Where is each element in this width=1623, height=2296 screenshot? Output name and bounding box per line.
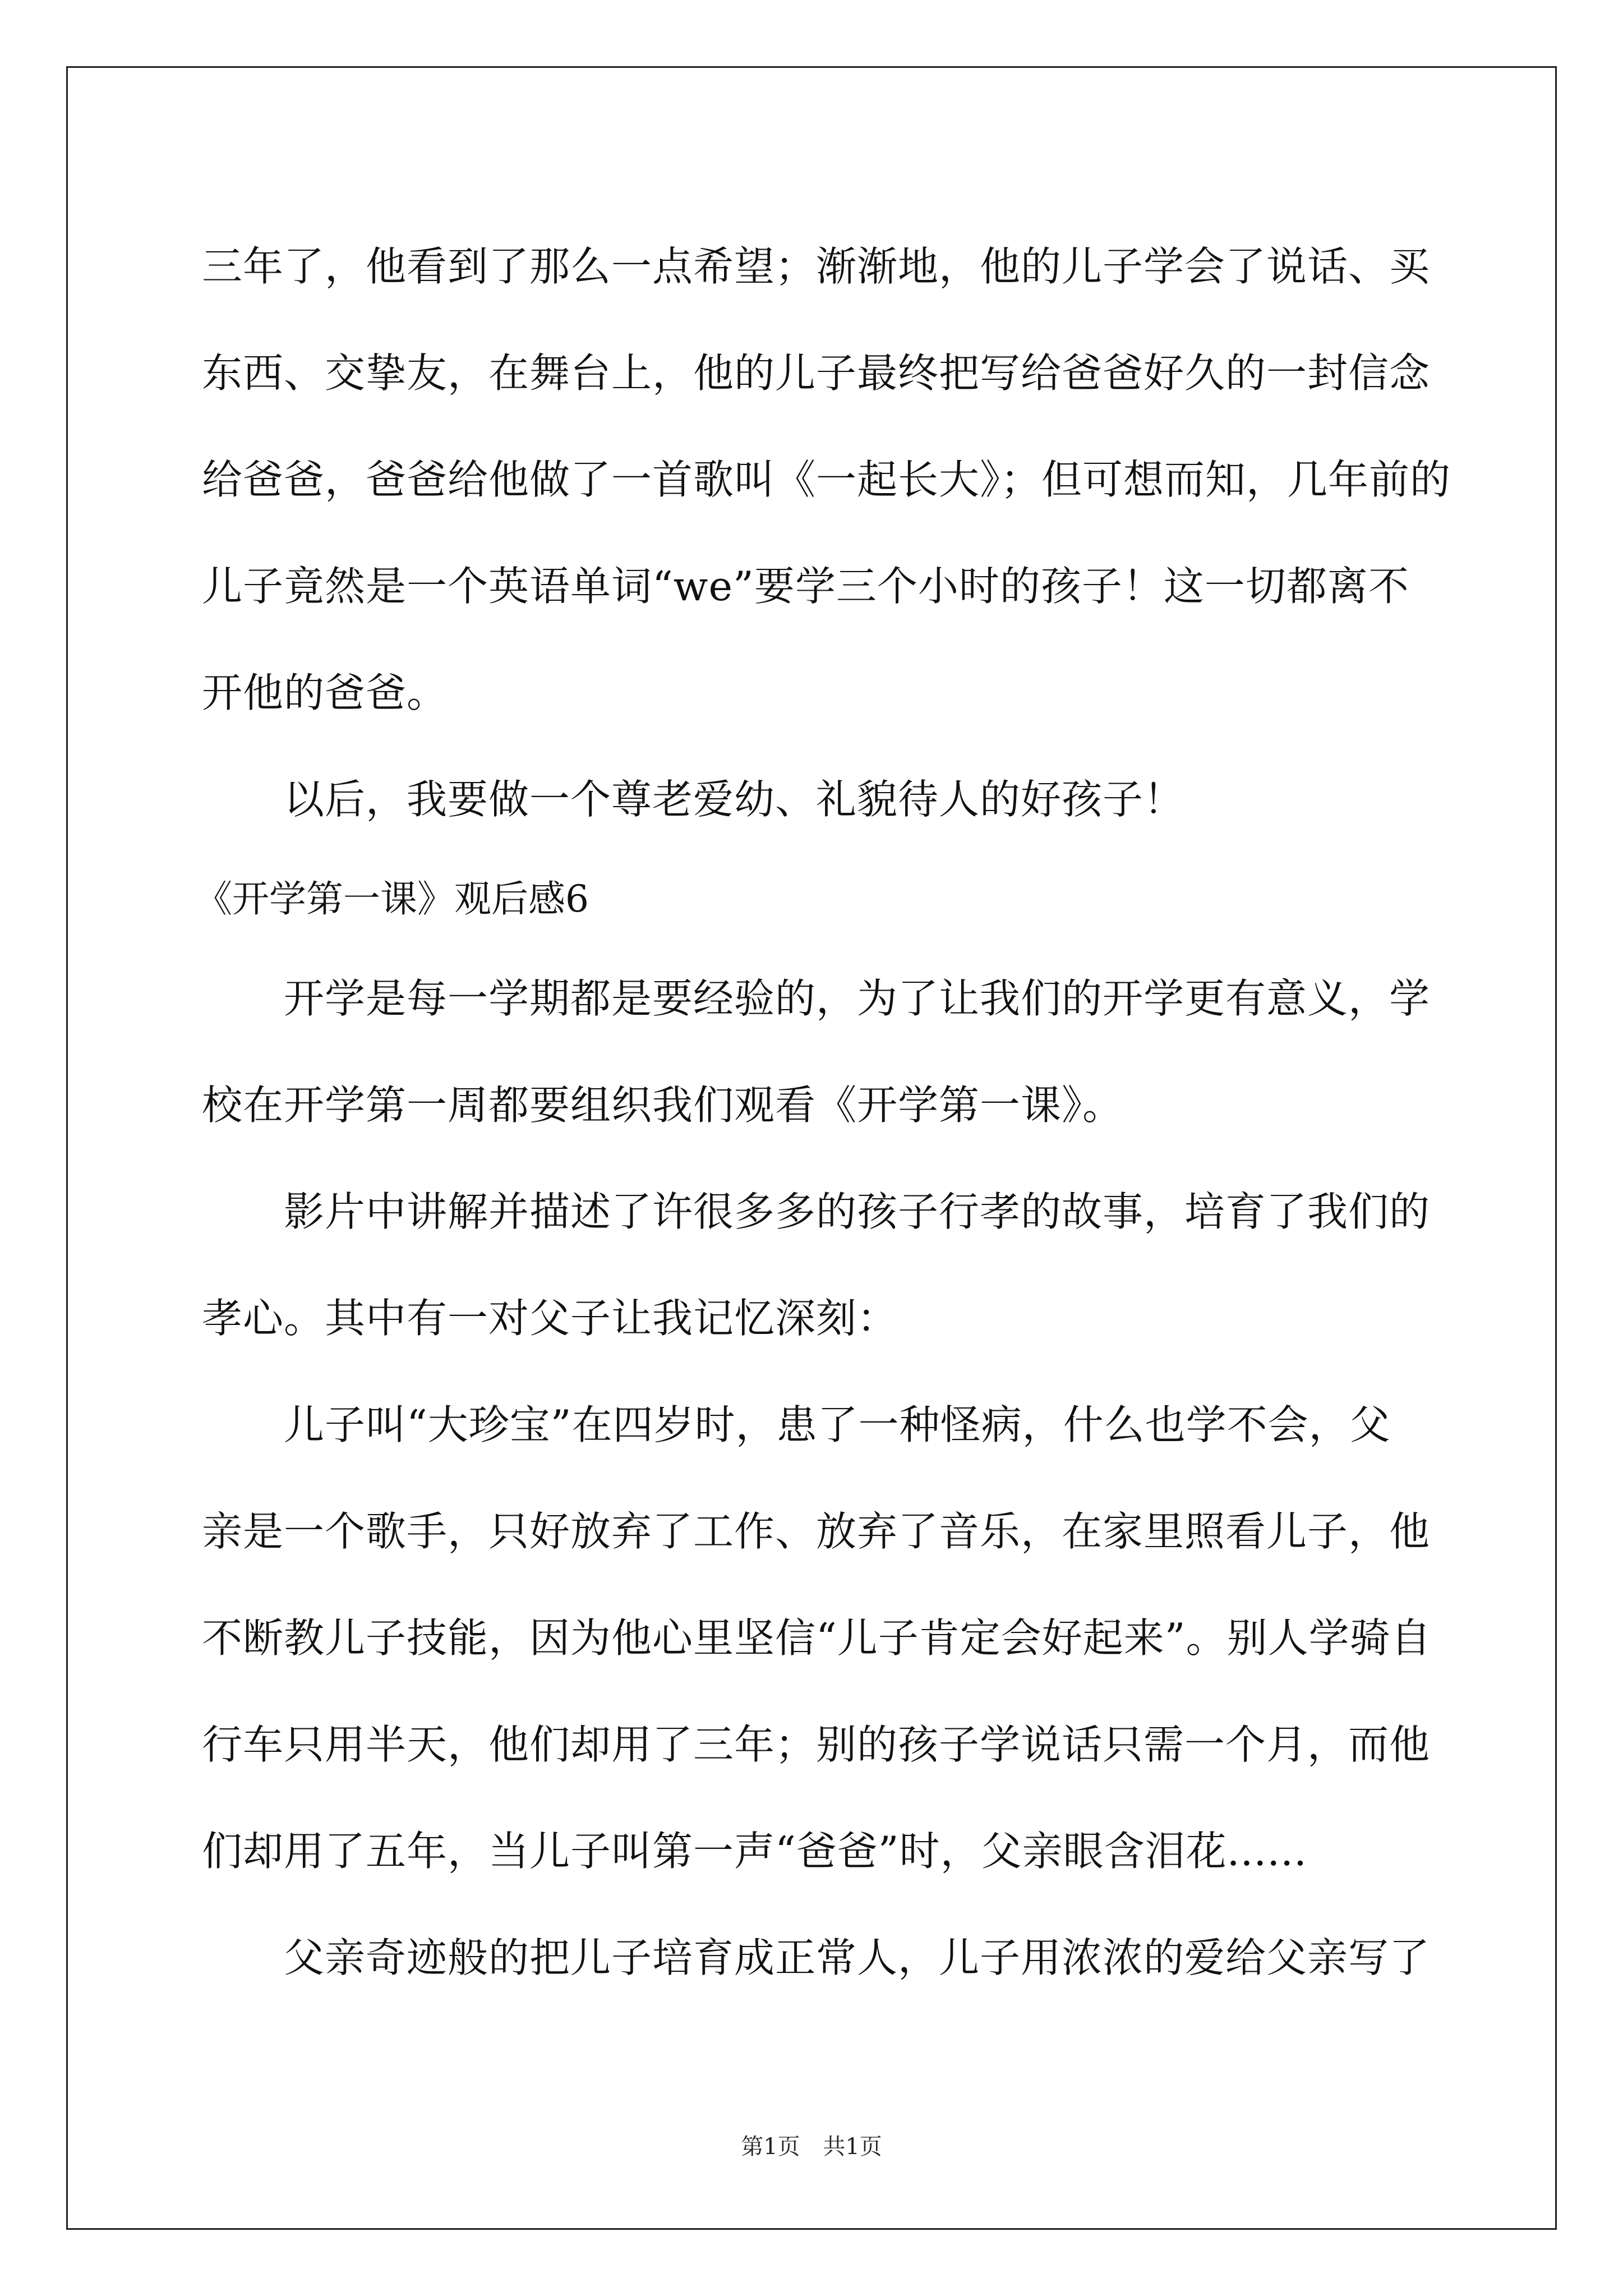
text-line: 儿子竟然是一个英语单词“we”要学三个小时的孩子！这一切都离不 <box>202 563 1409 610</box>
text-line: 影片中讲解并描述了许很多多的孩子行孝的故事，培育了我们的 <box>284 1188 1431 1235</box>
text-line: 东西、交挚友，在舞台上，他的儿子最终把写给爸爸好久的一封信念 <box>202 349 1431 397</box>
paragraph-resolve: 以后，我要做一个尊老爱幼、礼貌待人的好孩子！ <box>284 776 1185 823</box>
text-line: 亲是一个歌手，只好放弃了工作、放弃了音乐，在家里照看儿子，他 <box>202 1508 1431 1555</box>
text-line: 三年了，他看到了那么一点希望；渐渐地，他的儿子学会了说话、买 <box>202 243 1431 290</box>
text-line: 开学是每一学期都是要经验的，为了让我们的开学更有意义，学 <box>284 975 1431 1022</box>
text-line: 校在开学第一周都要组织我们观看《开学第一课》。 <box>202 1082 1124 1129</box>
text-line: 给爸爸，爸爸给他做了一首歌叫《一起长大》；但可想而知，几年前的 <box>202 456 1451 503</box>
text-line: 不断教儿子技能，因为他心里坚信“儿子肯定会好起来”。别人学骑自 <box>202 1614 1432 1662</box>
text-line: 儿子叫“大珍宝”在四岁时，患了一种怪病，什么也学不会，父 <box>284 1401 1391 1448</box>
section-heading: 《开学第一课》观后感6 <box>195 877 589 921</box>
text-line: 孝心。其中有一对父子让我记忆深刻： <box>202 1295 898 1342</box>
page-footer <box>0 2129 1623 2161</box>
text-line: 行车只用半天，他们却用了三年；别的孩子学说话只需一个月，而他 <box>202 1721 1431 1768</box>
page-number: 第1页 <box>741 2134 800 2160</box>
document-body <box>195 213 1451 2011</box>
text-line: 们却用了五年，当儿子叫第一声“爸爸”时，父亲眼含泪花...... <box>202 1828 1307 1875</box>
page-total: 共1页 <box>823 2134 882 2160</box>
text-line: 父亲奇迹般的把儿子培育成正常人，儿子用浓浓的爱给父亲写了 <box>284 1934 1431 1981</box>
text-line: 开他的爸爸。 <box>202 669 448 716</box>
